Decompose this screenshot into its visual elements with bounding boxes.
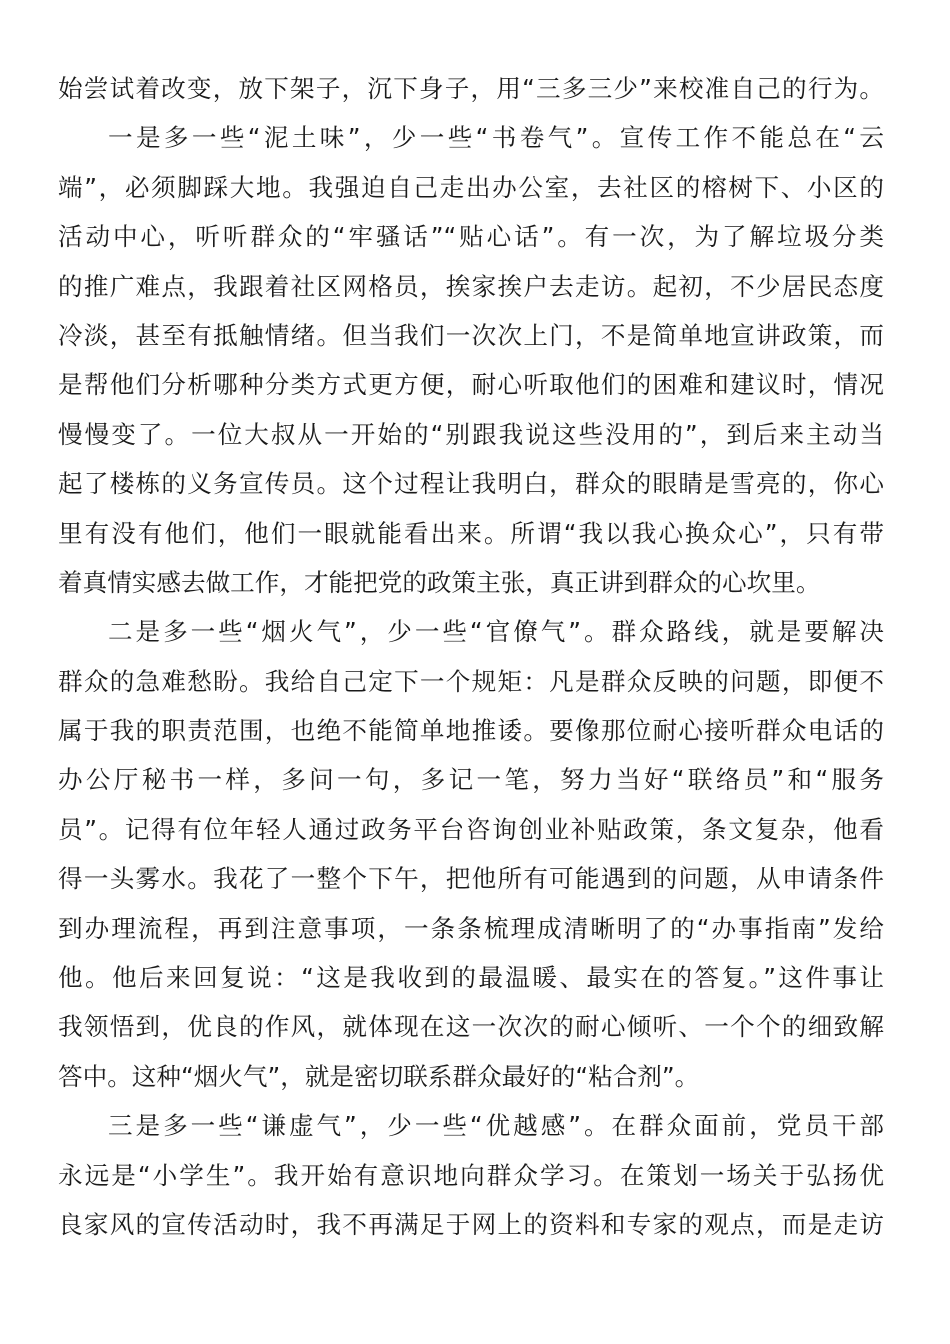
text-line: 起了楼栋的义务宣传员。这个过程让我明白，群众的眼睛是雪亮的，你心 xyxy=(58,469,884,499)
text-line: 群众的急难愁盼。我给自己定下一个规矩：凡是群众反映的问题，即便不 xyxy=(58,666,884,696)
text-line: 冷淡，甚至有抵触情绪。但当我们一次次上门，不是简单地宣讲政策，而 xyxy=(58,320,884,350)
text-line: 我领悟到，优良的作风，就体现在这一次次的耐心倾听、一个个的细致解 xyxy=(58,1012,884,1042)
text-line: 他。他后来回复说：“这是我收到的最温暖、最实在的答复。”这件事让 xyxy=(58,963,884,993)
text-line: 办公厅秘书一样，多问一句，多记一笔，努力当好“联络员”和“服务 xyxy=(58,765,884,795)
text-line: 着真情实感去做工作，才能把党的政策主张，真正讲到群众的心坎里。 xyxy=(58,567,821,597)
text-line: 一是多一些“泥土味”，少一些“书卷气”。宣传工作不能总在“云 xyxy=(108,123,884,153)
text-line: 始尝试着改变，放下架子，沉下身子，用“三多三少”来校准自己的行为。 xyxy=(58,74,884,103)
text-line: 活动中心，听听群众的“牢骚话”“贴心话”。有一次，为了解垃圾分类 xyxy=(58,222,884,252)
document-body xyxy=(58,64,884,1249)
text-line: 答中。这种“烟火气”，就是密切联系群众最好的“粘合剂”。 xyxy=(58,1061,700,1091)
text-line: 慢慢变了。一位大叔从一开始的“别跟我说这些没用的”，到后来主动当 xyxy=(58,419,884,449)
text-line: 永远是“小学生”。我开始有意识地向群众学习。在策划一场关于弘扬优 xyxy=(58,1160,884,1190)
text-line: 二是多一些“烟火气”，少一些“官僚气”。群众路线，就是要解决 xyxy=(108,617,884,647)
text-line: 良家风的宣传活动时，我不再满足于网上的资料和专家的观点，而是走访 xyxy=(58,1209,884,1239)
text-line: 端”，必须脚踩大地。我强迫自己走出办公室，去社区的榕树下、小区的 xyxy=(58,172,884,202)
text-line: 的推广难点，我跟着社区网格员，挨家挨户去走访。起初，不少居民态度 xyxy=(58,271,884,301)
text-line: 到办理流程，再到注意事项，一条条梳理成清晰明了的“办事指南”发给 xyxy=(58,913,884,943)
text-line: 里有没有他们，他们一眼就能看出来。所谓“我以我心换众心”，只有带 xyxy=(58,518,884,548)
text-line: 属于我的职责范围，也绝不能简单地推诿。要像那位耐心接听群众电话的 xyxy=(58,716,884,746)
text-line: 得一头雾水。我花了一整个下午，把他所有可能遇到的问题，从申请条件 xyxy=(58,864,884,894)
text-line: 是帮他们分析哪种分类方式更方便，耐心听取他们的困难和建议时，情况 xyxy=(58,370,884,400)
text-line: 三是多一些“谦虚气”，少一些“优越感”。在群众面前，党员干部 xyxy=(108,1111,884,1141)
text-line: 员”。记得有位年轻人通过政务平台咨询创业补贴政策，条文复杂，他看 xyxy=(58,814,884,844)
